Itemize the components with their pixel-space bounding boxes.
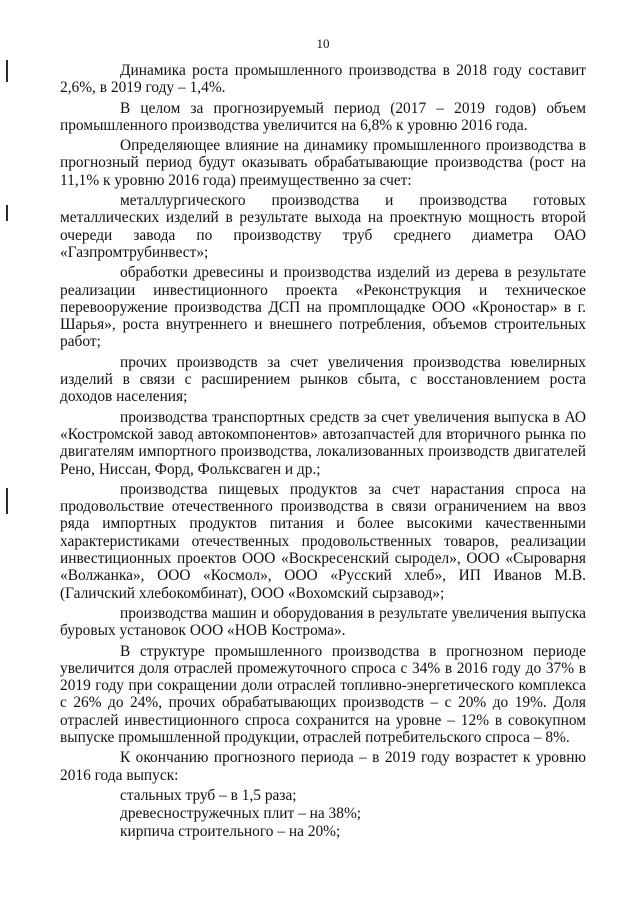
paragraph-period-total: В целом за прогнозируемый период (2017 – 2019 годов) объем промышленного производства увеличится на 6,8% к уровню 2016 года.	[60, 99, 586, 134]
list-item-machinery: производства машин и оборудования в результате увеличения выпуска буровых установок ООО «НОВ Кострома».	[60, 604, 586, 640]
list-item-jewelry: прочих производств за счет увеличения производства ювелирных изделий в связи с расширением рынков сбыта, с восстановлением роста доходов населения;	[60, 353, 586, 406]
list-item-food: производства пищевых продуктов за счет нарастания спроса на продовольствие отечественного производства в связи ограничением на ввоз ряда импортных продуктов питания и более высокими качественными характеристиками отечественных продовольственных товаров, реализации инвестиционных проектов ООО «Воскресенский сыродел», ООО «Сыроварня «Волжанка», ООО «Космол», ООО «Русский хлеб», ИП Иванов М.В. (Галичский хлебокомбинат), ООО «Вохомский сырзавод»;	[60, 480, 586, 602]
scan-edge-mark	[6, 205, 8, 221]
scan-edge-mark	[6, 60, 8, 82]
paragraph-output-growth: К окончанию прогнозного периода – в 2019 году возрастет к уровню 2016 года выпуск:	[60, 749, 586, 784]
paragraph-structure: В структуре промышленного производства в прогнозном периоде увеличится доля отраслей промежуточного спроса с 34% в 2016 году до 37% в 2019 году при сокращении доли отраслей топливно-энергетического комплекса с 26% до 24%, прочих обрабатывающих производств – с 20% до 19%. Доля отраслей инвестиционного спроса сохранится на уровне – 12% в совокупном выпуске промышленной продукции, отраслей потребительского спроса – 8%.	[60, 642, 586, 746]
list-item-bricks: кирпича строительного – на 20%;	[120, 823, 341, 841]
page-number: 10	[316, 36, 330, 51]
list-item-wood-processing: обработки древесины и производства изделий из дерева в результате реализации инвестиционного проекта «Реконструкция и техническое перевооружение производства ДСП на промплощадке ООО «Кроностар» в г. Шарья», роста внутреннего и внешнего потребления, объемов строительных работ;	[60, 264, 586, 351]
list-item-transport: производства транспортных средств за счет увеличения выпуска в АО «Костромской завод автокомпонентов» автозапчастей для вторичного рынка по двигателям импортного производства, локализованных производств двигателей Рено, Ниссан, Форд, Фольксваген и др.;	[60, 408, 586, 478]
list-item-particle-boards: древесностружечных плит – на 38%;	[120, 805, 362, 823]
paragraph-manufacturing-influence: Определяющее влияние на динамику промышленного производства в прогнозный период будут оказывать обрабатывающие производства (рост на 11,1% к уровню 2016 года) преимущественно за счет:	[60, 137, 586, 189]
scan-edge-mark	[6, 488, 8, 514]
list-item-steel-pipes: стальных труб – в 1,5 раза;	[120, 786, 297, 804]
paragraph-growth-2018: Динамика роста промышленного производства в 2018 году составит 2,6%, в 2019 году – 1,4%.	[60, 62, 586, 97]
document-page	[60, 36, 586, 842]
list-item-metallurgy: металлургического производства и производства готовых металлических изделий в результате выхода на проектную мощность второй очереди завода по производству труб среднего диаметра ОАО «Газпромтрубинвест»;	[60, 192, 586, 261]
